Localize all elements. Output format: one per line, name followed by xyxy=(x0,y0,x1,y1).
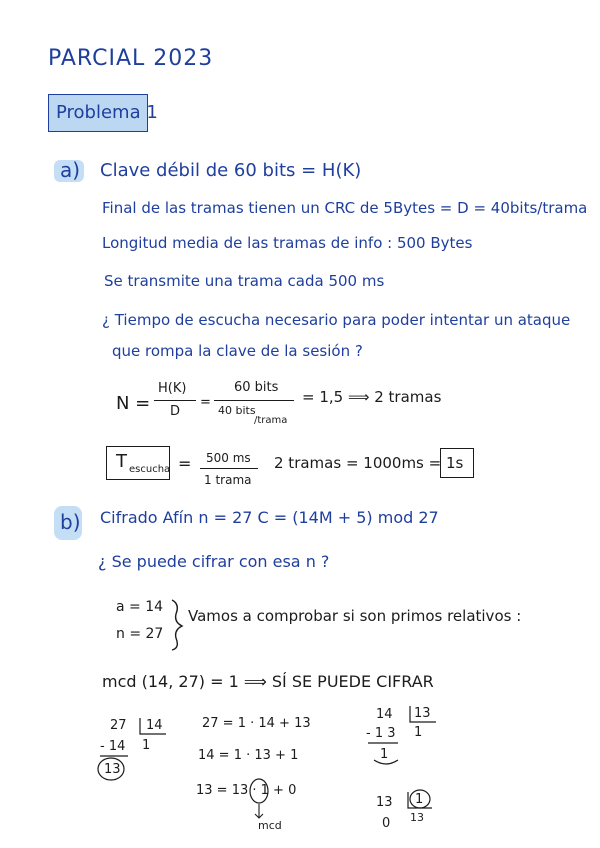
div1-bracket xyxy=(140,718,166,734)
eq-result: = 1,5 ⟹ 2 tramas xyxy=(302,388,442,406)
part-b-line-1: Cifrado Afín n = 27 C = (14M + 5) mod 27 xyxy=(100,508,439,527)
div1-subtract: - 14 xyxy=(100,739,126,754)
div3-quotient: 13 xyxy=(410,811,424,824)
div1-quotient: 1 xyxy=(142,738,151,753)
n-value: n = 27 xyxy=(116,626,164,642)
mcd-line: mcd (14, 27) = 1 ⟹ SÍ SE PUEDE CIFRAR xyxy=(102,672,434,691)
eq-equals-2: = xyxy=(178,454,192,473)
page-title: PARCIAL 2023 xyxy=(48,46,214,71)
brace-mark xyxy=(172,600,182,650)
eq-n-label: N = xyxy=(116,393,151,414)
part-a-line-2: Final de las tramas tienen un CRC de 5Bytes = D = 40bits/trama xyxy=(102,199,588,217)
div3-remainder: 0 xyxy=(382,816,391,831)
check-text: Vamos a comprobar si son primos relativos : xyxy=(188,607,522,625)
part-b-label: b) xyxy=(60,510,81,534)
div2-dividend: 14 xyxy=(376,707,393,722)
part-a-line-1: Clave débil de 60 bits = H(K) xyxy=(100,160,362,181)
div3-dividend: 13 xyxy=(376,795,393,810)
problem-heading: Problema 1 xyxy=(56,102,158,123)
part-a-label: a) xyxy=(60,158,81,182)
t-label: T xyxy=(116,451,127,472)
eq-500ms: 500 ms xyxy=(206,451,251,465)
eq-1-trama: 1 trama xyxy=(204,473,252,487)
div1-remainder-circle xyxy=(98,758,124,780)
div2-remainder-underline xyxy=(374,760,398,764)
div3-divisor: 1 xyxy=(415,792,424,807)
t-subscript: escucha xyxy=(129,464,171,475)
part-a-line-5: ¿ Tiempo de escucha necesario para poder intentar un ataque xyxy=(102,311,571,329)
eq-time-result: 2 tramas = 1000ms = 1s xyxy=(274,454,464,472)
mcd-arrow-label: mcd xyxy=(258,819,282,832)
euclid-eq-1: 27 = 1 · 14 + 13 xyxy=(202,716,311,731)
eq-60-bits: 60 bits xyxy=(234,380,279,395)
eq-equals-1: = xyxy=(200,395,211,410)
part-a-line-6: que rompa la clave de la sesión ? xyxy=(112,342,363,360)
euclid-eq-2: 14 = 1 · 13 + 1 xyxy=(198,748,299,763)
div1-divisor: 14 xyxy=(146,718,163,733)
div2-divisor: 13 xyxy=(414,706,431,721)
mcd-arrow xyxy=(255,804,263,818)
part-a-line-4: Se transmite una trama cada 500 ms xyxy=(104,272,385,290)
div2-quotient: 1 xyxy=(414,725,423,740)
eq-d: D xyxy=(170,404,181,419)
div2-remainder: 1 xyxy=(380,747,389,762)
eq-hk: H(K) xyxy=(158,381,187,396)
part-b-line-2: ¿ Se puede cifrar con esa n ? xyxy=(98,552,330,571)
div2-bracket xyxy=(410,706,436,722)
a-value: a = 14 xyxy=(116,599,164,615)
eq-per-trama: /trama xyxy=(254,415,288,426)
div1-remainder: 13 xyxy=(104,762,121,777)
eq-40-bits: 40 bits xyxy=(218,404,256,417)
euclid-eq-3: 13 = 13 · 1 + 0 xyxy=(196,783,297,798)
mcd-circle xyxy=(250,779,268,803)
div2-subtract: - 1 3 xyxy=(366,726,396,741)
div3-divisor-circle xyxy=(410,790,430,808)
div1-dividend: 27 xyxy=(110,718,127,733)
part-a-line-3: Longitud media de las tramas de info : 500 Bytes xyxy=(102,234,473,252)
